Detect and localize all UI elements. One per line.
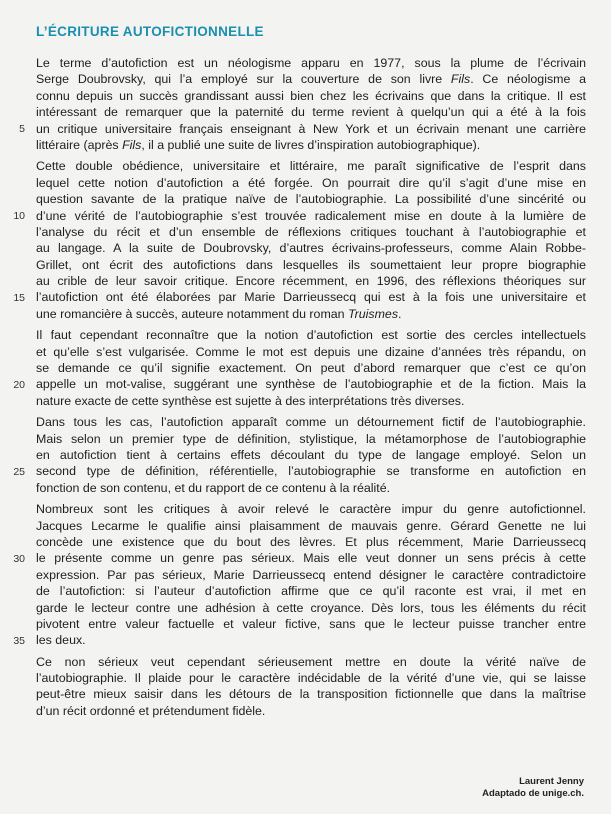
text-line: d’une vérité de l’autobiographie s’est trouvée radicalement mise en doute à la lumière de <box>36 208 586 223</box>
paragraph <box>36 414 586 496</box>
credit-author: Laurent Jenny <box>519 776 584 787</box>
text-line: l’analyse du récit et d’un ensemble de réflexions critiques touchant à l’autobiographie et <box>36 224 586 239</box>
text-line: de l’autofiction: si l’auteur d’autofiction affirme que ce qu’il raconte est vrai, il met en <box>36 584 586 599</box>
text-line: question savante de la pratique naïve de l’autobiographie. La possibilité d’une sincérité ou <box>36 192 586 207</box>
line-number: 15 <box>13 291 25 304</box>
text-line: Serge Doubrovsky, qui l’a employé sur la couverture de son livre Fils. Ce néologisme a <box>36 72 586 87</box>
text-line: garde le lecteur contre une adhésion à cette croyance. Dès lors, tous les éléments du récit <box>36 600 586 615</box>
text-line: l’autobiographie. Il plaide pour le caractère indécidable de la vérité d’une vie, qui se laisse <box>36 671 586 686</box>
text-line: nature exacte de cette synthèse est sujette à des interprétations très diverses. <box>36 393 465 408</box>
text-line: un critique universitaire français enseignant à New York et un écrivain menant une carrière <box>36 121 586 136</box>
text-line: se demande ce qu’il signifie exactement. On peut d’abord remarquer que c’est ce qu’on <box>36 361 586 376</box>
text-line: Nombreux sont les critiques à avoir relevé le caractère impur du genre autofictionnel. <box>36 502 586 517</box>
text-line: au crible de leur savoir critique. Encore récemment, en 1996, des réflexions théoriques sur <box>36 274 586 289</box>
text-line: en autofiction tient à certains effets découlant du type de langage employé. Selon un <box>36 447 586 462</box>
text-line: le présente comme un genre pas sérieux. Mais elle veut donner un sens précis à cette <box>36 551 586 566</box>
text-line: appelle un mot-valise, suggérant une synthèse de l’autobiographie et de la fiction. Mais la <box>36 377 586 392</box>
text-line: et qu’elle s’est vulgarisée. Comme le mot est depuis une dizaine d’années très répandu, on <box>36 344 586 359</box>
text-line: Grillet, ont écrit des autofictions dans lesquelles ils soumettaient leur propre biographie <box>36 257 586 272</box>
paragraph <box>36 327 586 409</box>
text-line: Ce non sérieux veut cependant sérieusement mettre en doute la vérité naïve de <box>36 654 586 669</box>
text-line: connu depuis un succès grandissant aussi bien chez les écrivains que dans la critique. Il est <box>36 88 586 103</box>
line-number: 10 <box>13 209 25 222</box>
text-line: une romancière à succès, auteure notamment du roman Truismes. <box>36 306 402 321</box>
source-credit <box>482 776 584 800</box>
text-line: expression. Par pas sérieux, Marie Darrieussecq entend désigner le caractère contradictoire <box>36 567 586 582</box>
text-line: fonction de son contenu, et du rapport de ce contenu à la réalité. <box>36 480 391 495</box>
paragraph <box>36 55 586 153</box>
page-title: L’ÉCRITURE AUTOFICTIONNELLE <box>36 24 264 39</box>
text-line: Mais selon un premier type de définition, stylistique, la métamorphose de l’autobiographie <box>36 431 586 446</box>
line-number: 20 <box>13 378 25 391</box>
text-line: pivotent entre valeur factuelle et valeur fictive, sans que le lecteur puisse trancher entre <box>36 616 586 631</box>
text-line: peut-être mieux saisir dans les détours de la transposition fictionnelle que dans la maîtrise <box>36 687 586 702</box>
paragraph <box>36 158 586 322</box>
article-body <box>36 55 586 724</box>
text-line: d’un récit ordonné et prétendument fidèle. <box>36 703 266 718</box>
text-line: Dans tous les cas, l’autofiction apparaît comme un détournement fictif de l’autobiographie. <box>36 415 586 430</box>
line-number: 30 <box>13 552 25 565</box>
text-line: Il faut cependant reconnaître que la notion d’autofiction est sortie des cercles intellectuels <box>36 328 586 343</box>
text-line: l’autofiction ont été élaborées par Marie Darrieussecq qui est à la fois une universitaire et <box>36 290 586 305</box>
text-line: intéressant de remarquer que la paternité du terme revient à quelqu’un qui a été à la fois <box>36 105 586 120</box>
paragraph <box>36 501 586 649</box>
text-line: Jacques Lecarme le qualifie ainsi plaisamment de mauvais genre. Gérard Genette ne lui <box>36 518 586 533</box>
line-number: 5 <box>19 122 25 135</box>
line-number: 35 <box>13 634 25 647</box>
text-line: lequel cette notion d’autofiction a été forgée. On pourrait dire qu’il s’agit d’une mise en <box>36 175 586 190</box>
paragraph <box>36 654 586 720</box>
text-line: littéraire (après Fils, il a publié une suite de livres d’inspiration autobiographique). <box>36 137 481 152</box>
line-number: 25 <box>13 465 25 478</box>
text-line: les deux. <box>36 633 86 648</box>
text-line: au langage. A la suite de Doubrovsky, d’autres écrivains-professeurs, comme Alain Robbe- <box>36 241 586 256</box>
text-line: Le terme d’autofiction est un néologisme apparu en 1977, sous la plume de l’écrivain <box>36 56 586 70</box>
text-line: second type de définition, référentielle, l’autobiographie se transforme en autofiction en <box>36 464 586 479</box>
credit-source: Adaptado de unige.ch. <box>482 788 584 799</box>
text-line: concède une existence que du bout des lèvres. Et plus récemment, Marie Darrieussecq <box>36 534 586 549</box>
text-line: Cette double obédience, universitaire et littéraire, me paraît significative de l’esprit dans <box>36 159 586 174</box>
